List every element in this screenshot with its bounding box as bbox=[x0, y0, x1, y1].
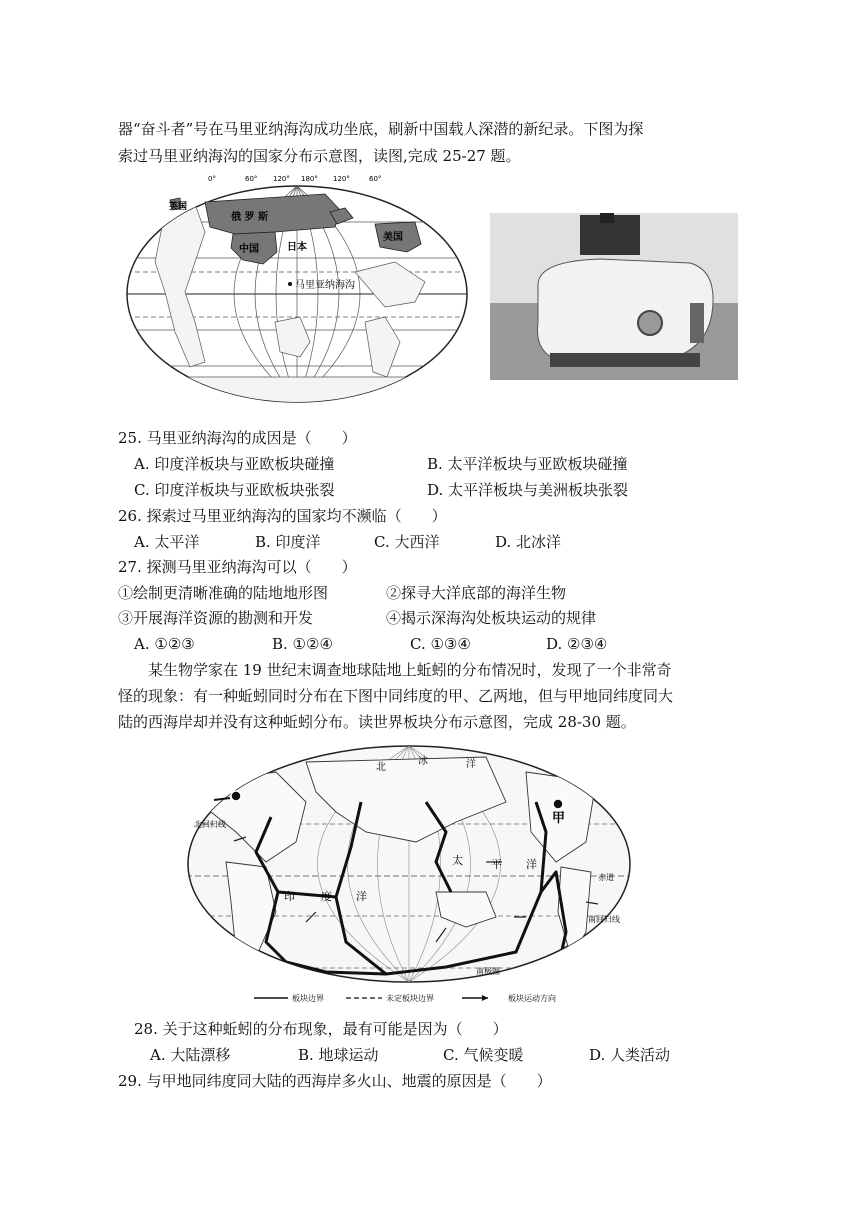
legend-label: 未定板块边界 bbox=[386, 994, 434, 1003]
q26-option-d: D. 北冰洋 bbox=[495, 533, 562, 551]
site-marker bbox=[553, 799, 563, 809]
lon-label: 0° bbox=[208, 175, 216, 183]
tropic-label: 北回归线 bbox=[194, 820, 226, 829]
intro1-line2: 索过马里亚纳海沟的国家分布示意图，读图,完成 25-27 题。 bbox=[118, 147, 521, 165]
plate-boundary-map bbox=[186, 742, 632, 1004]
lon-label: 120° bbox=[273, 175, 290, 183]
q27-statement-4: ④揭示深海沟处板块运动的规律 bbox=[386, 609, 597, 627]
lon-label: 120° bbox=[333, 175, 350, 183]
lon-label: 60° bbox=[369, 175, 382, 183]
tropic-label: 南回归线 bbox=[588, 915, 620, 924]
intro2-line3: 陆的西海岸却并没有这种蚯蚓分布。读世界板块分布示意图，完成 28-30 题。 bbox=[118, 713, 636, 731]
map-label: 洋 bbox=[466, 759, 476, 770]
submersible-photo bbox=[490, 213, 738, 380]
country-label-usa: 美国 bbox=[383, 232, 403, 243]
lon-label: 180° bbox=[301, 175, 318, 183]
intro2-line1: 某生物学家在 19 世纪末调查地球陆地上蚯蚓的分布情况时，发现了一个非常奇 bbox=[148, 661, 672, 679]
polar-circle-label: 南极圈 bbox=[476, 967, 500, 976]
q25-option-d: D. 太平洋板块与美洲板块张裂 bbox=[427, 481, 629, 499]
q28-stem: 28. 关于这种蚯蚓的分布现象，最有可能是因为（ ） bbox=[134, 1020, 508, 1038]
q26-option-c: C. 大西洋 bbox=[374, 533, 440, 551]
q27-statement-2: ②探寻大洋底部的海洋生物 bbox=[386, 584, 567, 602]
q26-option-b: B. 印度洋 bbox=[255, 533, 321, 551]
site-marker bbox=[231, 791, 241, 801]
q26-stem: 26. 探索过马里亚纳海沟的国家均不濒临（ ） bbox=[118, 507, 447, 525]
country-label-japan: 日本 bbox=[287, 242, 307, 253]
q27-option-c: C. ①③④ bbox=[410, 635, 471, 653]
map-label: 洋 bbox=[526, 858, 537, 871]
map-label: 度 bbox=[321, 890, 332, 903]
map-label: 冰 bbox=[418, 756, 428, 767]
q27-option-d: D. ②③④ bbox=[546, 635, 608, 653]
q26-option-a: A. 太平洋 bbox=[134, 533, 200, 551]
q25-option-b: B. 太平洋板块与亚欧板块碰撞 bbox=[427, 455, 628, 473]
map-label: 北 bbox=[376, 762, 386, 773]
legend-label: 板块运动方向 bbox=[508, 994, 556, 1003]
intro2-line2: 怪的现象：有一种蚯蚓同时分布在下图中同纬度的甲、乙两地，但与甲地同纬度同大 bbox=[118, 687, 674, 705]
q27-option-a: A. ①②③ bbox=[134, 635, 195, 653]
q28-option-c: C. 气候变暖 bbox=[443, 1046, 524, 1064]
q28-option-a: A. 大陆漂移 bbox=[150, 1046, 231, 1064]
map-label: 洋 bbox=[356, 890, 367, 903]
trench-label: 马里亚纳海沟 bbox=[295, 280, 355, 291]
map-label: 太 bbox=[452, 854, 463, 867]
q28-option-b: B. 地球运动 bbox=[298, 1046, 379, 1064]
q28-option-d: D. 人类活动 bbox=[589, 1046, 671, 1064]
map-label: 印 bbox=[284, 890, 295, 903]
country-label-russia: 俄 罗 斯 bbox=[231, 212, 268, 223]
trench-marker bbox=[288, 282, 292, 286]
lon-label: 60° bbox=[245, 175, 258, 183]
legend-label: 板块边界 bbox=[292, 994, 324, 1003]
q25-option-c: C. 印度洋板块与亚欧板块张裂 bbox=[134, 481, 335, 499]
q27-statement-3: ③开展海洋资源的勘测和开发 bbox=[118, 609, 314, 627]
q25-stem: 25. 马里亚纳海沟的成因是（ ） bbox=[118, 429, 357, 447]
q27-stem: 27. 探测马里亚纳海沟可以（ ） bbox=[118, 558, 357, 576]
map-label: 平 bbox=[491, 858, 502, 871]
map-legend bbox=[254, 993, 556, 1003]
intro1-line1: 器“奋斗者”号在马里亚纳海沟成功坐底，刷新中国载人深潜的新纪录。下图为探 bbox=[118, 120, 644, 138]
country-label-uk: 英国 bbox=[169, 202, 188, 212]
q27-option-b: B. ①②④ bbox=[272, 635, 333, 653]
q29-stem: 29. 与甲地同纬度同大陆的西海岸多火山、地震的原因是（ ） bbox=[118, 1072, 552, 1090]
explorer-countries-map bbox=[125, 172, 470, 410]
site-label-jia: 甲 bbox=[552, 811, 566, 826]
q27-statement-1: ①绘制更清晰准确的陆地地形图 bbox=[118, 584, 329, 602]
equator-label: 赤道 bbox=[598, 873, 614, 882]
country-label-china: 中国 bbox=[239, 244, 259, 255]
q25-option-a: A. 印度洋板块与亚欧板块碰撞 bbox=[134, 455, 335, 473]
